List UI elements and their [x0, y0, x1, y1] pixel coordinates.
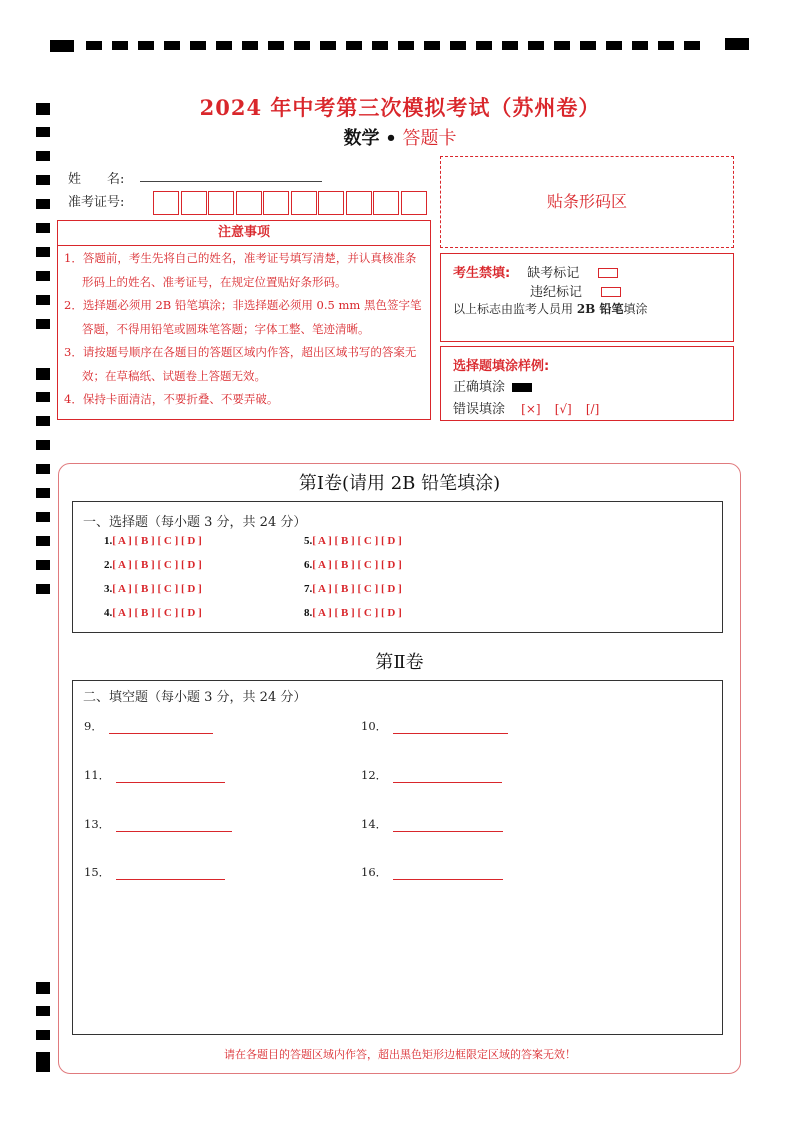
notice-heading: 注意事项 [58, 221, 430, 246]
dot-separator: • [385, 128, 397, 149]
timing-mark [502, 41, 518, 50]
timing-mark [36, 584, 50, 594]
timing-mark [36, 319, 50, 329]
fb-answer-line[interactable] [393, 721, 508, 734]
timing-mark [112, 41, 128, 50]
ticket-label: 准考证号: [68, 195, 125, 210]
fb-answer-line[interactable] [393, 770, 502, 783]
mc-number: 8. [304, 607, 313, 619]
timing-mark [36, 1030, 50, 1040]
ticket-digit-box[interactable] [153, 191, 179, 215]
discipline-row-absent [453, 262, 618, 281]
fb-question-11 [84, 767, 225, 783]
fill-sample-box [440, 346, 734, 421]
timing-mark [36, 512, 50, 522]
timing-mark [86, 41, 102, 50]
name-field[interactable] [140, 181, 322, 182]
timing-mark [632, 41, 648, 50]
absent-label: 缺考标记 [527, 266, 580, 281]
wrong-mark-slash: [/] [585, 402, 600, 416]
wrong-fill-row [453, 398, 599, 417]
ticket-digit-box[interactable] [208, 191, 234, 215]
ticket-digit-box[interactable] [318, 191, 344, 215]
fb-number: 10． [361, 719, 388, 733]
fb-number: 13． [84, 817, 111, 831]
fb-answer-line[interactable] [393, 867, 503, 880]
timing-mark [268, 41, 284, 50]
fb-question-13 [84, 816, 232, 832]
timing-mark [36, 271, 50, 281]
name-label: 姓 名: [68, 172, 125, 187]
footer-note: 请在各题目的答题区域内作答，超出黑色矩形边框限定区域的答案无效！ [224, 1048, 576, 1061]
timing-mark [684, 41, 700, 50]
mc-question-1[interactable] [104, 535, 202, 547]
fb-answer-line[interactable] [116, 819, 232, 832]
mc-options[interactable]: [ A ] [ B ] [ C ] [ D ] [312, 607, 402, 619]
mc-question-5[interactable] [304, 535, 402, 547]
wrong-mark-check: [√] [554, 402, 572, 416]
mc-options[interactable]: [ A ] [ B ] [ C ] [ D ] [312, 559, 402, 571]
fb-number: 14． [361, 817, 388, 831]
ticket-digit-box[interactable] [181, 191, 207, 215]
correct-fill-row [453, 376, 532, 395]
timing-mark [36, 464, 50, 474]
wrong-fill-label: 错误填涂 [453, 402, 506, 417]
timing-mark [36, 247, 50, 257]
timing-mark [36, 440, 50, 450]
timing-mark [242, 41, 258, 50]
ticket-digit-box[interactable] [291, 191, 317, 215]
fb-question-16 [361, 864, 503, 880]
mc-number: 5. [304, 535, 313, 547]
mc-options[interactable]: [ A ] [ B ] [ C ] [ D ] [112, 535, 202, 547]
fb-question-15 [84, 864, 225, 880]
notice-item: 4．保持卡面清洁，不要折叠、不要弄破。 [64, 392, 279, 406]
discipline-row-violation [530, 281, 621, 300]
part2-title: 第Ⅱ卷 [375, 652, 424, 673]
timing-mark [36, 416, 50, 426]
mc-options[interactable]: [ A ] [ B ] [ C ] [ D ] [312, 535, 402, 547]
ticket-number-boxes[interactable] [153, 191, 428, 215]
discipline-label: 考生禁填: [453, 266, 511, 281]
violation-checkbox[interactable] [601, 287, 621, 297]
timing-mark [424, 41, 440, 50]
multiple-choice-box [72, 501, 723, 633]
fb-number: 9． [84, 719, 103, 733]
discipline-note [453, 300, 648, 317]
note-text-end: 填涂 [623, 302, 648, 316]
fb-question-12 [361, 767, 502, 783]
timing-mark [36, 1006, 50, 1016]
discipline-box [440, 253, 734, 342]
timing-mark [36, 151, 50, 161]
note-bold: 2B 铅笔 [576, 302, 624, 316]
timing-mark [372, 41, 388, 50]
fill-sample-label: 选择题填涂样例: [453, 359, 550, 374]
mc-question-7[interactable] [304, 583, 402, 595]
timing-mark [450, 41, 466, 50]
timing-mark [36, 982, 50, 994]
barcode-area [440, 156, 734, 248]
mc-number: 6. [304, 559, 313, 571]
subtitle [0, 124, 800, 150]
mc-question-6[interactable] [304, 559, 402, 571]
timing-mark [725, 38, 749, 50]
ticket-digit-box[interactable] [373, 191, 399, 215]
timing-mark [164, 41, 180, 50]
timing-mark [36, 536, 50, 546]
mc-question-2[interactable] [104, 559, 202, 571]
answer-area [58, 463, 741, 1074]
timing-mark [36, 295, 50, 305]
correct-fill-label: 正确填涂 [453, 380, 506, 395]
violation-label: 违纪标记 [530, 285, 583, 300]
timing-mark [554, 41, 570, 50]
timing-mark [528, 41, 544, 50]
fb-question-14 [361, 816, 503, 832]
notice-item: 2．选择题必须用 2B 铅笔填涂；非选择题必须用 0.5 mm 黑色签字笔答题，不得用铅笔或圆珠笔答题；字体工整、笔迹清晰。 [64, 298, 422, 336]
fb-question-9 [84, 718, 213, 734]
timing-mark [294, 41, 310, 50]
fill-blank-box [72, 680, 723, 1035]
mc-question-4[interactable] [104, 607, 202, 619]
timing-mark [36, 560, 50, 570]
notice-box [57, 220, 431, 420]
timing-mark [36, 223, 50, 233]
fb-answer-line[interactable] [109, 721, 213, 734]
notice-item: 3．请按题号顺序在各题目的答题区域内作答，超出区域书写的答案无效；在草稿纸、试题卷上答题无效。 [64, 345, 417, 383]
fb-section-title: 二、填空题（每小题 3 分，共 24 分） [83, 690, 307, 705]
timing-mark [476, 41, 492, 50]
mc-number: 3. [104, 583, 113, 595]
part1-title: 第Ⅰ卷(请用 2B 铅笔填涂) [298, 473, 501, 494]
timing-mark [36, 392, 50, 402]
timing-mark [658, 41, 674, 50]
timing-mark [346, 41, 362, 50]
timing-mark [50, 40, 74, 52]
fb-number: 12． [361, 768, 388, 782]
mc-options[interactable]: [ A ] [ B ] [ C ] [ D ] [112, 583, 202, 595]
ticket-digit-box[interactable] [236, 191, 262, 215]
subject: 数学 [343, 128, 380, 149]
timing-mark [36, 175, 50, 185]
timing-mark [36, 368, 50, 380]
timing-mark [190, 41, 206, 50]
mc-options[interactable]: [ A ] [ B ] [ C ] [ D ] [312, 583, 402, 595]
mc-options[interactable]: [ A ] [ B ] [ C ] [ D ] [112, 607, 202, 619]
barcode-label: 贴条形码区 [546, 192, 627, 211]
fb-number: 15． [84, 865, 111, 879]
card-label: 答题卡 [402, 128, 457, 149]
notice-list [64, 247, 422, 412]
mc-number: 7. [304, 583, 313, 595]
timing-mark [36, 488, 50, 498]
timing-mark [398, 41, 414, 50]
timing-mark [36, 199, 50, 209]
mc-question-3[interactable] [104, 583, 202, 595]
fb-number: 16． [361, 865, 388, 879]
timing-mark [36, 1064, 50, 1072]
timing-mark [138, 41, 154, 50]
timing-mark [216, 41, 232, 50]
ticket-digit-box[interactable] [401, 191, 427, 215]
note-text: 以上标志由监考人员用 [453, 302, 577, 316]
absent-checkbox[interactable] [598, 268, 618, 278]
mc-options[interactable]: [ A ] [ B ] [ C ] [ D ] [112, 559, 202, 571]
ticket-digit-box[interactable] [263, 191, 289, 215]
ticket-digit-box[interactable] [346, 191, 372, 215]
fb-number: 11． [84, 768, 111, 782]
mc-number: 4. [104, 607, 113, 619]
fb-answer-line[interactable] [116, 770, 225, 783]
fb-question-10 [361, 718, 508, 734]
mc-number: 2. [104, 559, 113, 571]
mc-number: 1. [104, 535, 113, 547]
notice-item: 1．答题前，考生先将自己的姓名，准考证号填写清楚，并认真核准条形码上的姓名、准考证号，在规定位置贴好条形码。 [64, 251, 417, 289]
timing-mark [320, 41, 336, 50]
fb-answer-line[interactable] [393, 819, 503, 832]
mc-question-8[interactable] [304, 607, 402, 619]
filled-sample-icon [512, 383, 532, 392]
wrong-mark-cross: [×] [521, 402, 541, 416]
timing-mark [580, 41, 596, 50]
fb-answer-line[interactable] [116, 867, 225, 880]
timing-mark [606, 41, 622, 50]
mc-section-title: 一、选择题（每小题 3 分，共 24 分） [83, 515, 307, 530]
exam-title: 2024 年中考第三次模拟考试（苏州卷） [199, 95, 601, 120]
